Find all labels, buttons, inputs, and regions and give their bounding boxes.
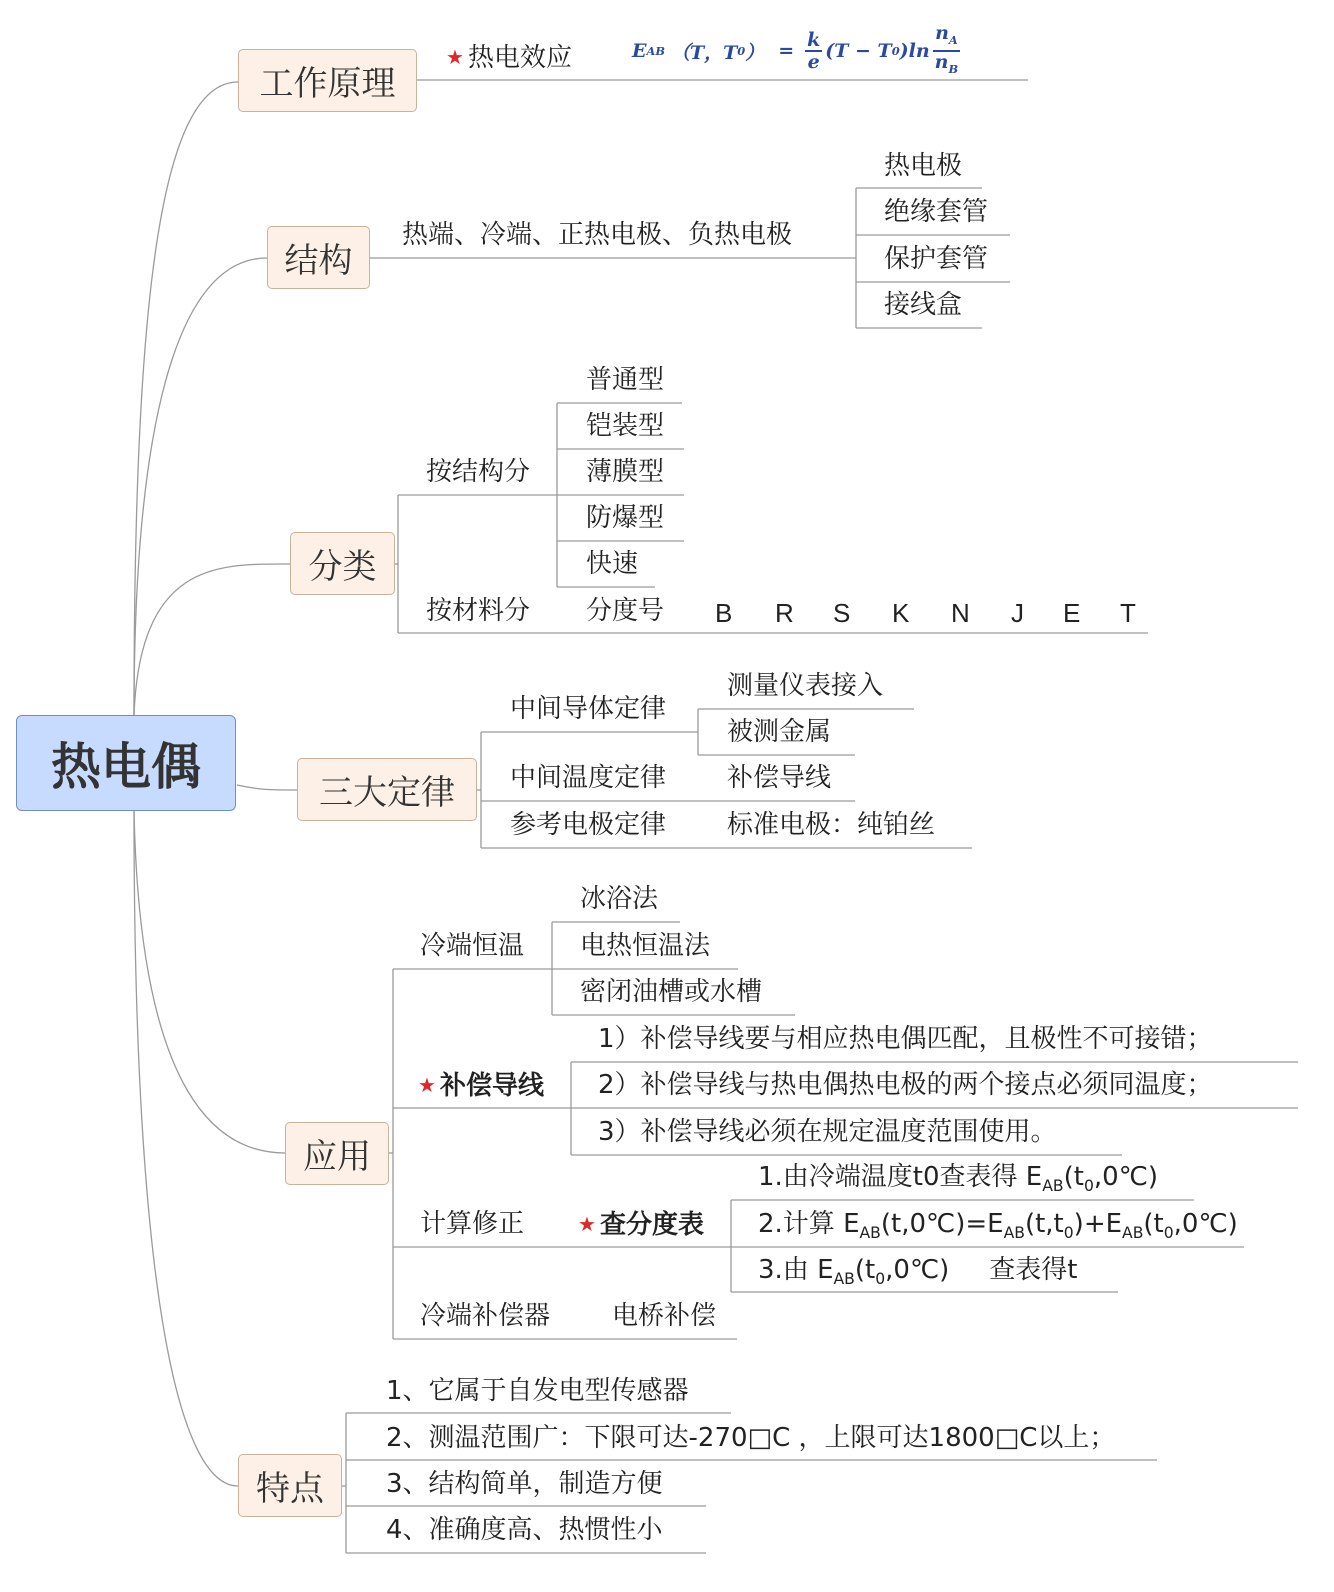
graduation-code[interactable]: B: [715, 598, 733, 628]
feature-item[interactable]: 1、它属于自发电型传感器: [386, 1376, 689, 1406]
compensation-rule[interactable]: 1）补偿导线要与相应热电偶匹配，且极性不可接错；: [598, 1024, 1213, 1054]
root-node[interactable]: 热电偶: [16, 715, 236, 811]
structure-summary[interactable]: 热端、冷端、正热电极、负热电极: [402, 220, 793, 250]
branch-principle[interactable]: 工作原理: [238, 49, 417, 112]
law2-item[interactable]: 补偿导线: [727, 763, 832, 793]
structure-type[interactable]: 薄膜型: [586, 457, 665, 487]
graduation-code[interactable]: R: [775, 598, 794, 628]
law-reference-electrode[interactable]: 参考电极定律: [510, 810, 667, 840]
structure-type[interactable]: 普通型: [586, 365, 665, 395]
cold-end-constant-node[interactable]: 冷端恒温: [420, 931, 525, 961]
star-icon: ★: [418, 1073, 436, 1097]
cold-end-method[interactable]: 冰浴法: [580, 884, 659, 914]
branch-features[interactable]: 特点: [238, 1454, 342, 1517]
graduation-code[interactable]: S: [833, 598, 851, 628]
table-lookup-node[interactable]: ★ 查分度表: [578, 1210, 704, 1240]
cold-end-compensator-node[interactable]: 冷端补偿器: [420, 1301, 551, 1331]
feature-item[interactable]: 4、准确度高、热惯性小: [386, 1515, 663, 1545]
graduation-code[interactable]: N: [951, 598, 970, 628]
branch-laws[interactable]: 三大定律: [297, 758, 477, 821]
structure-item[interactable]: 绝缘套管: [884, 197, 989, 227]
law-middle-conductor[interactable]: 中间导体定律: [510, 694, 667, 724]
star-icon: ★: [446, 45, 464, 69]
structure-type[interactable]: 快速: [586, 549, 639, 579]
graduation-code[interactable]: J: [1011, 598, 1024, 628]
compensation-rule[interactable]: 2）补偿导线与热电偶热电极的两个接点必须同温度；: [598, 1070, 1213, 1100]
graduation-code[interactable]: T: [1120, 598, 1136, 628]
graduation-label[interactable]: 分度号: [586, 596, 665, 626]
bridge-compensation[interactable]: 电桥补偿: [612, 1301, 717, 1331]
law1-item[interactable]: 被测金属: [727, 717, 832, 747]
structure-item[interactable]: 保护套管: [884, 244, 989, 274]
feature-item[interactable]: 2、测温范围广：下限可达-270□C ，上限可达1800□C以上；: [386, 1423, 1116, 1453]
cold-end-method[interactable]: 电热恒温法: [580, 931, 711, 961]
calc-correction-node[interactable]: 计算修正: [420, 1209, 525, 1239]
calc-step-1[interactable]: 1.由冷端温度t0查表得 $E_{AB}(t_0,0℃)$: [758, 1162, 1159, 1196]
law-middle-temperature[interactable]: 中间温度定律: [510, 763, 667, 793]
law3-item[interactable]: 标准电极：纯铂丝: [727, 810, 936, 840]
cold-end-method[interactable]: 密闭油槽或水槽: [580, 977, 763, 1007]
thermo-emf-formula: E AB （T，T 0 ） = $\frac{k}{e}$ (T − T 0 )ln $\frac{n_A}{n_B}$: [632, 22, 959, 76]
structure-type[interactable]: 铠装型: [586, 411, 665, 441]
law1-item[interactable]: 测量仪表接入: [727, 671, 884, 701]
star-icon: ★: [578, 1212, 596, 1236]
branch-structure[interactable]: 结构: [267, 226, 370, 289]
structure-type[interactable]: 防爆型: [586, 503, 665, 533]
graduation-code[interactable]: E: [1063, 598, 1081, 628]
calc-step-2[interactable]: 2.计算 $E_{AB}(t,0℃)=E_{AB}(t,t_0)+E_{AB}(t_0,0℃)$: [758, 1209, 1238, 1243]
feature-item[interactable]: 3、结构简单，制造方便: [386, 1469, 663, 1499]
structure-item[interactable]: 接线盒: [884, 290, 963, 320]
compensation-wire-node[interactable]: ★ 补偿导线: [418, 1071, 544, 1101]
calc-step-3[interactable]: 3.由 $E_{AB}(t_0,0℃)$ 查表得t: [758, 1255, 1078, 1289]
by-structure-node[interactable]: 按结构分: [426, 457, 531, 487]
branch-application[interactable]: 应用: [285, 1122, 389, 1185]
by-material-node[interactable]: 按材料分: [426, 596, 531, 626]
principle-effect[interactable]: ★ 热电效应: [446, 43, 572, 73]
compensation-rule[interactable]: 3）补偿导线必须在规定温度范围使用。: [598, 1117, 1057, 1147]
graduation-code[interactable]: K: [892, 598, 910, 628]
branch-classification[interactable]: 分类: [290, 532, 395, 595]
structure-item[interactable]: 热电极: [884, 151, 963, 181]
